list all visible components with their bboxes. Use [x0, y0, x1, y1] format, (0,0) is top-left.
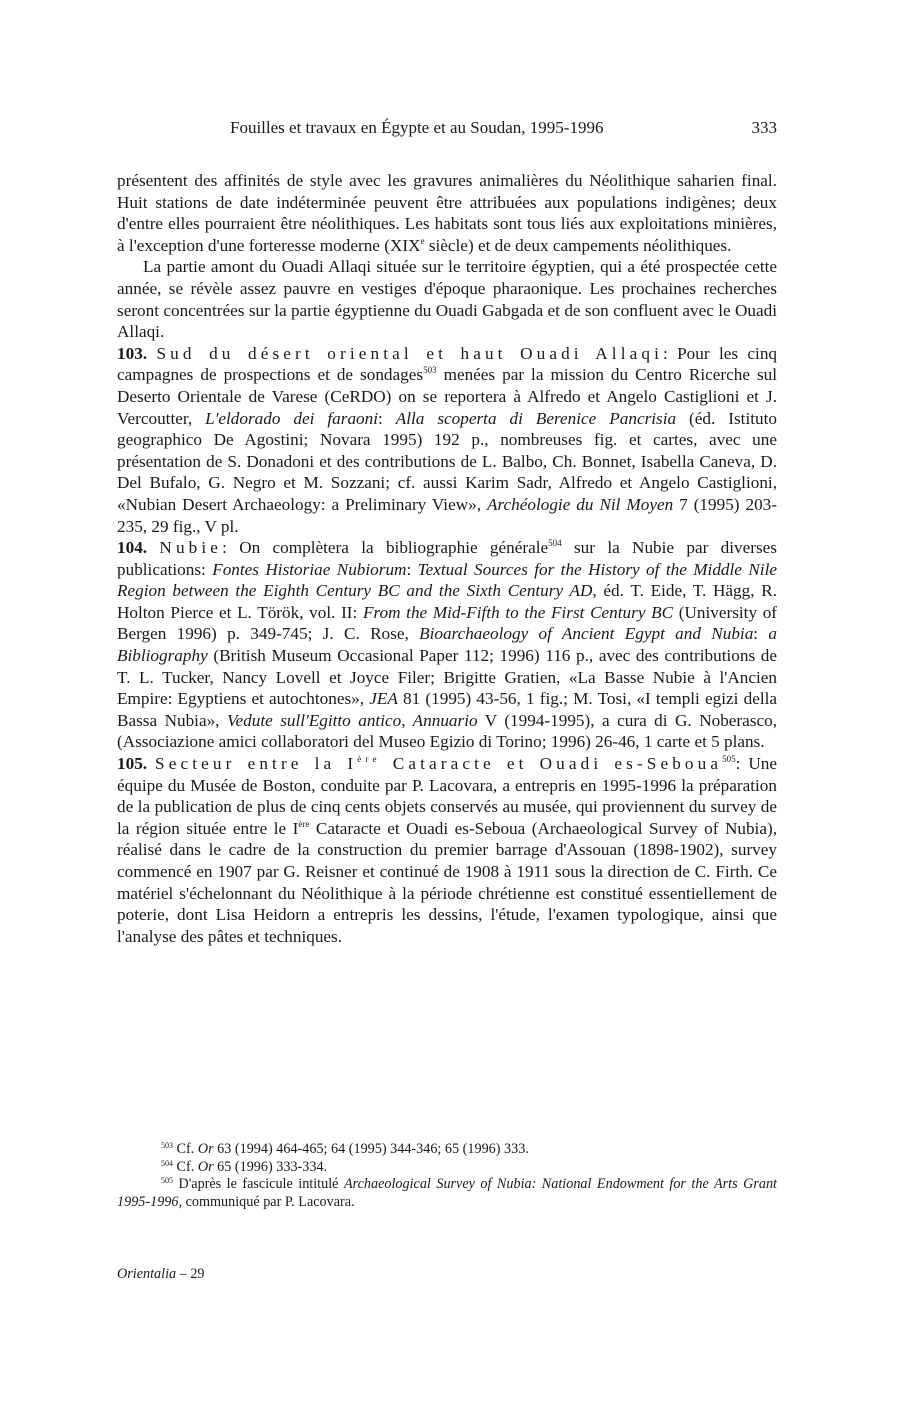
footnote: $^{503}$ Cf. Or 63 (1994) 464-465; 64 (1995) 344-346; 65 (1996) 333.	[161, 1141, 529, 1157]
footnote: $^{504}$ Cf. Or 65 (1996) 333-334.	[161, 1158, 328, 1175]
footnote-ref: 504	[548, 538, 562, 549]
section-number: 105.	[117, 754, 148, 774]
section-105: 105. Secteur entre la Ière Cataracte et Ouadi es-Seboua$^{505}$: Une équipe du Musée de Boston, conduite par P. Lacovara, a entrepris en 1995-1996 la préparation de la publication de plus de cinq cents objets conservés au musée, qui proviennent du survey de la région située entre le Ière Cataracte et Ouadi es-Seboua (Archaeological Survey of Nubia), réalisé dans le cadre de la construction du premier barrage d'Assouan (1898-1902), survey commencé en 1907 par G. Reisner et continué de 1908 à 1911 sous la direction de C. Firth. Ce matériel s'échelonnant du Néolithique à la période chrétienne est constitué essentiellement de poterie, dont Lisa Heidorn a entrepris les dessins, l'étude, l'examen typologique, ainsi que l'analyse des pâtes et techniques.	[117, 754, 778, 946]
section-heading: Sud du désert oriental et haut Ouadi Allaqi	[156, 343, 663, 363]
page-footer: Orientalia – 29	[117, 1266, 205, 1282]
paragraph: La partie amont du Ouadi Allaqi située sur le territoire égyptien, qui a été prospectée cette année, se révèle assez pauvre en vestiges d'époque pharaonique. Les prochaines recherches seront concentrées sur la partie égyptienne du Ouadi Gabgada et de son confluent avec le Ouadi Allaqi.	[117, 257, 777, 342]
section-number: 103.	[117, 343, 148, 363]
paragraph: présentent des affinités de style avec les gravures animalières du Néolithique saharien final. Huit stations de date indéterminée peuvent être attribuées aux populations indigènes; deux d'entre elles pourraient être néolithiques. Les habitats sont tous liés aux exploitations minières, à l'exception d'une forteresse moderne (XIXe siècle) et de deux campements néolithiques.	[117, 171, 777, 255]
section-heading: Nubie	[159, 538, 223, 558]
journal-name: Orientalia	[117, 1266, 177, 1282]
footnote-ref: 505	[722, 754, 736, 765]
section-104: 104. Nubie: On complètera la bibliographie générale$^{504}$ sur la Nubie par diverses publications: Fontes Historiae Nubiorum: Textual Sources for the History of the Middle Nile Region between the Eighth Century BC and the Sixth Century AD, éd. T. Eide, T. Hägg, R. Holton Pierce et L. Török, vol. II: From the Mid-Fifth to the First Century BC (University of Bergen 1996) p. 349-745; J. C. Rose, Bioarchaeology of Ancient Egypt and Nubia: a Bibliography (British Museum Occasional Paper 112; 1996) 116 p., avec des contributions de T. L. Tucker, Nancy Lovell et Joyce Filer; Brigitte Gratien, «La Basse Nubie à l'Ancien Empire: Egyptiens et autochtones», JEA 81 (1995) 43-56, 1 fig.; M. Tosi, «I templi egizi della Bassa Nubia», Vedute sull'Egitto antico, Annuario V (1994-1995), a cura di G. Noberasco, (Associazione amici collaboratori del Museo Egizio di Torino; 1996) 26-46, 1 carte et 5 plans.	[117, 538, 778, 752]
running-title: Fouilles et travaux en Égypte et au Soudan, 1995-1996	[230, 118, 604, 137]
footnotes	[117, 1141, 777, 1211]
signature-number: 29	[190, 1266, 205, 1282]
section-number: 104.	[117, 538, 148, 558]
page	[117, 118, 777, 947]
section-heading: Secteur entre la Ière Cataracte et Ouadi es-Seboua	[155, 754, 723, 774]
running-head	[117, 118, 777, 142]
footnote: $^{505}$ D'après le fascicule intitulé Archaeological Survey of Nubia: National Endowment for the Arts Grant 1995-1996, communiqué par P. Lacovara.	[117, 1176, 777, 1210]
body-text	[117, 170, 777, 947]
page-number: 333	[751, 118, 777, 137]
section-103: 103. Sud du désert oriental et haut Ouadi Allaqi: Pour les cinq campagnes de prospections et de sondages$^{503}$ menées par la mission du Centro Ricerche sul Deserto Orientale de Varese (CeRDO) on se reportera à Alfredo et Angelo Castiglioni et J. Vercoutter, L'eldorado dei faraoni: Alla scoperta di Berenice Pancrisia (éd. Istituto geographico De Agostini; Novara 1995) 192 p., nombreuses fig. et cartes, avec une présentation de S. Donadoni et des contributions de L. Balbo, Ch. Bonnet, Isabella Caneva, D. Del Bufalo, G. Negro et M. Sozzani; cf. aussi Karim Sadr, Alfredo et Angelo Castiglioni, «Nubian Desert Archaeology: a Preliminary View», Archéologie du Nil Moyen 7 (1995) 203-235, 29 fig., V pl.	[117, 343, 778, 536]
footnote-ref: 503	[423, 365, 437, 376]
